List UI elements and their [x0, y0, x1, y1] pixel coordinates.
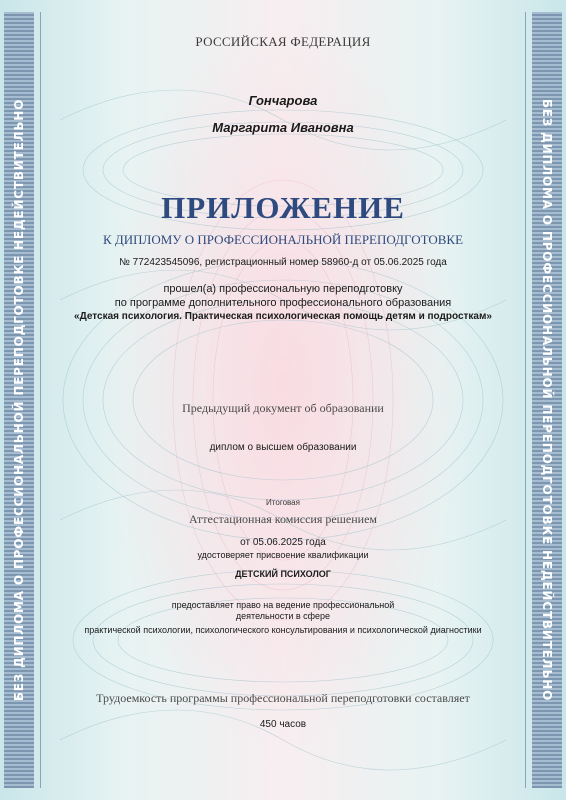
country-header: РОССИЙСКАЯ ФЕДЕРАЦИЯ: [195, 34, 371, 49]
program-title: «Детская психология. Практическая психологическая помощь детям и подросткам»: [74, 311, 492, 322]
holder-surname: Гончарова: [248, 93, 318, 108]
qualification: ДЕТСКИЙ ПСИХОЛОГ: [235, 569, 331, 579]
grants-line-2: деятельности в сфере: [235, 611, 331, 621]
document-subheading: К ДИПЛОМУ О ПРОФЕССИОНАЛЬНОЙ ПЕРЕПОДГОТОВКЕ: [102, 232, 464, 247]
certifies-line: удостоверяет присвоение квалификации: [197, 550, 369, 560]
holder-given-names: Маргарита Ивановна: [212, 120, 354, 135]
right-border-text: БЕЗ ДИПЛОМА О ПРОФЕССИОНАЛЬНОЙ ПЕРЕПОДГОТОВКЕ НЕДЕЙСТВИТЕЛЬНО: [540, 98, 554, 702]
previous-document-value: диплом о высшем образовании: [209, 442, 357, 453]
grants-line-3: практической психологии, психологического консультирования и психологической диагностики: [84, 625, 482, 635]
decision-date: от 05.06.2025 года: [240, 537, 326, 548]
grants-line-1: предоставляет право на ведение профессиональной: [171, 600, 395, 610]
commission-label: Аттестационная комиссия решением: [188, 512, 377, 526]
registration-line: № 772423545096, регистрационный номер 58960-д от 05.06.2025 года: [119, 257, 447, 268]
program-line: по программе дополнительного профессионального образования: [114, 297, 452, 309]
workload-hours: 450 часов: [259, 719, 307, 730]
previous-document-label: Предыдущий документ об образовании: [182, 401, 384, 415]
final-label: Итоговая: [266, 498, 300, 507]
left-border-text: БЕЗ ДИПЛОМА О ПРОФЕССИОНАЛЬНОЙ ПЕРЕПОДГОТОВКЕ НЕДЕЙСТВИТЕЛЬНО: [12, 98, 26, 702]
document-heading: ПРИЛОЖЕНИЕ: [161, 190, 405, 225]
passed-line: прошел(а) профессиональную переподготовку: [163, 283, 403, 295]
workload-label: Трудоемкость программы профессиональной переподготовки составляет: [96, 691, 470, 705]
